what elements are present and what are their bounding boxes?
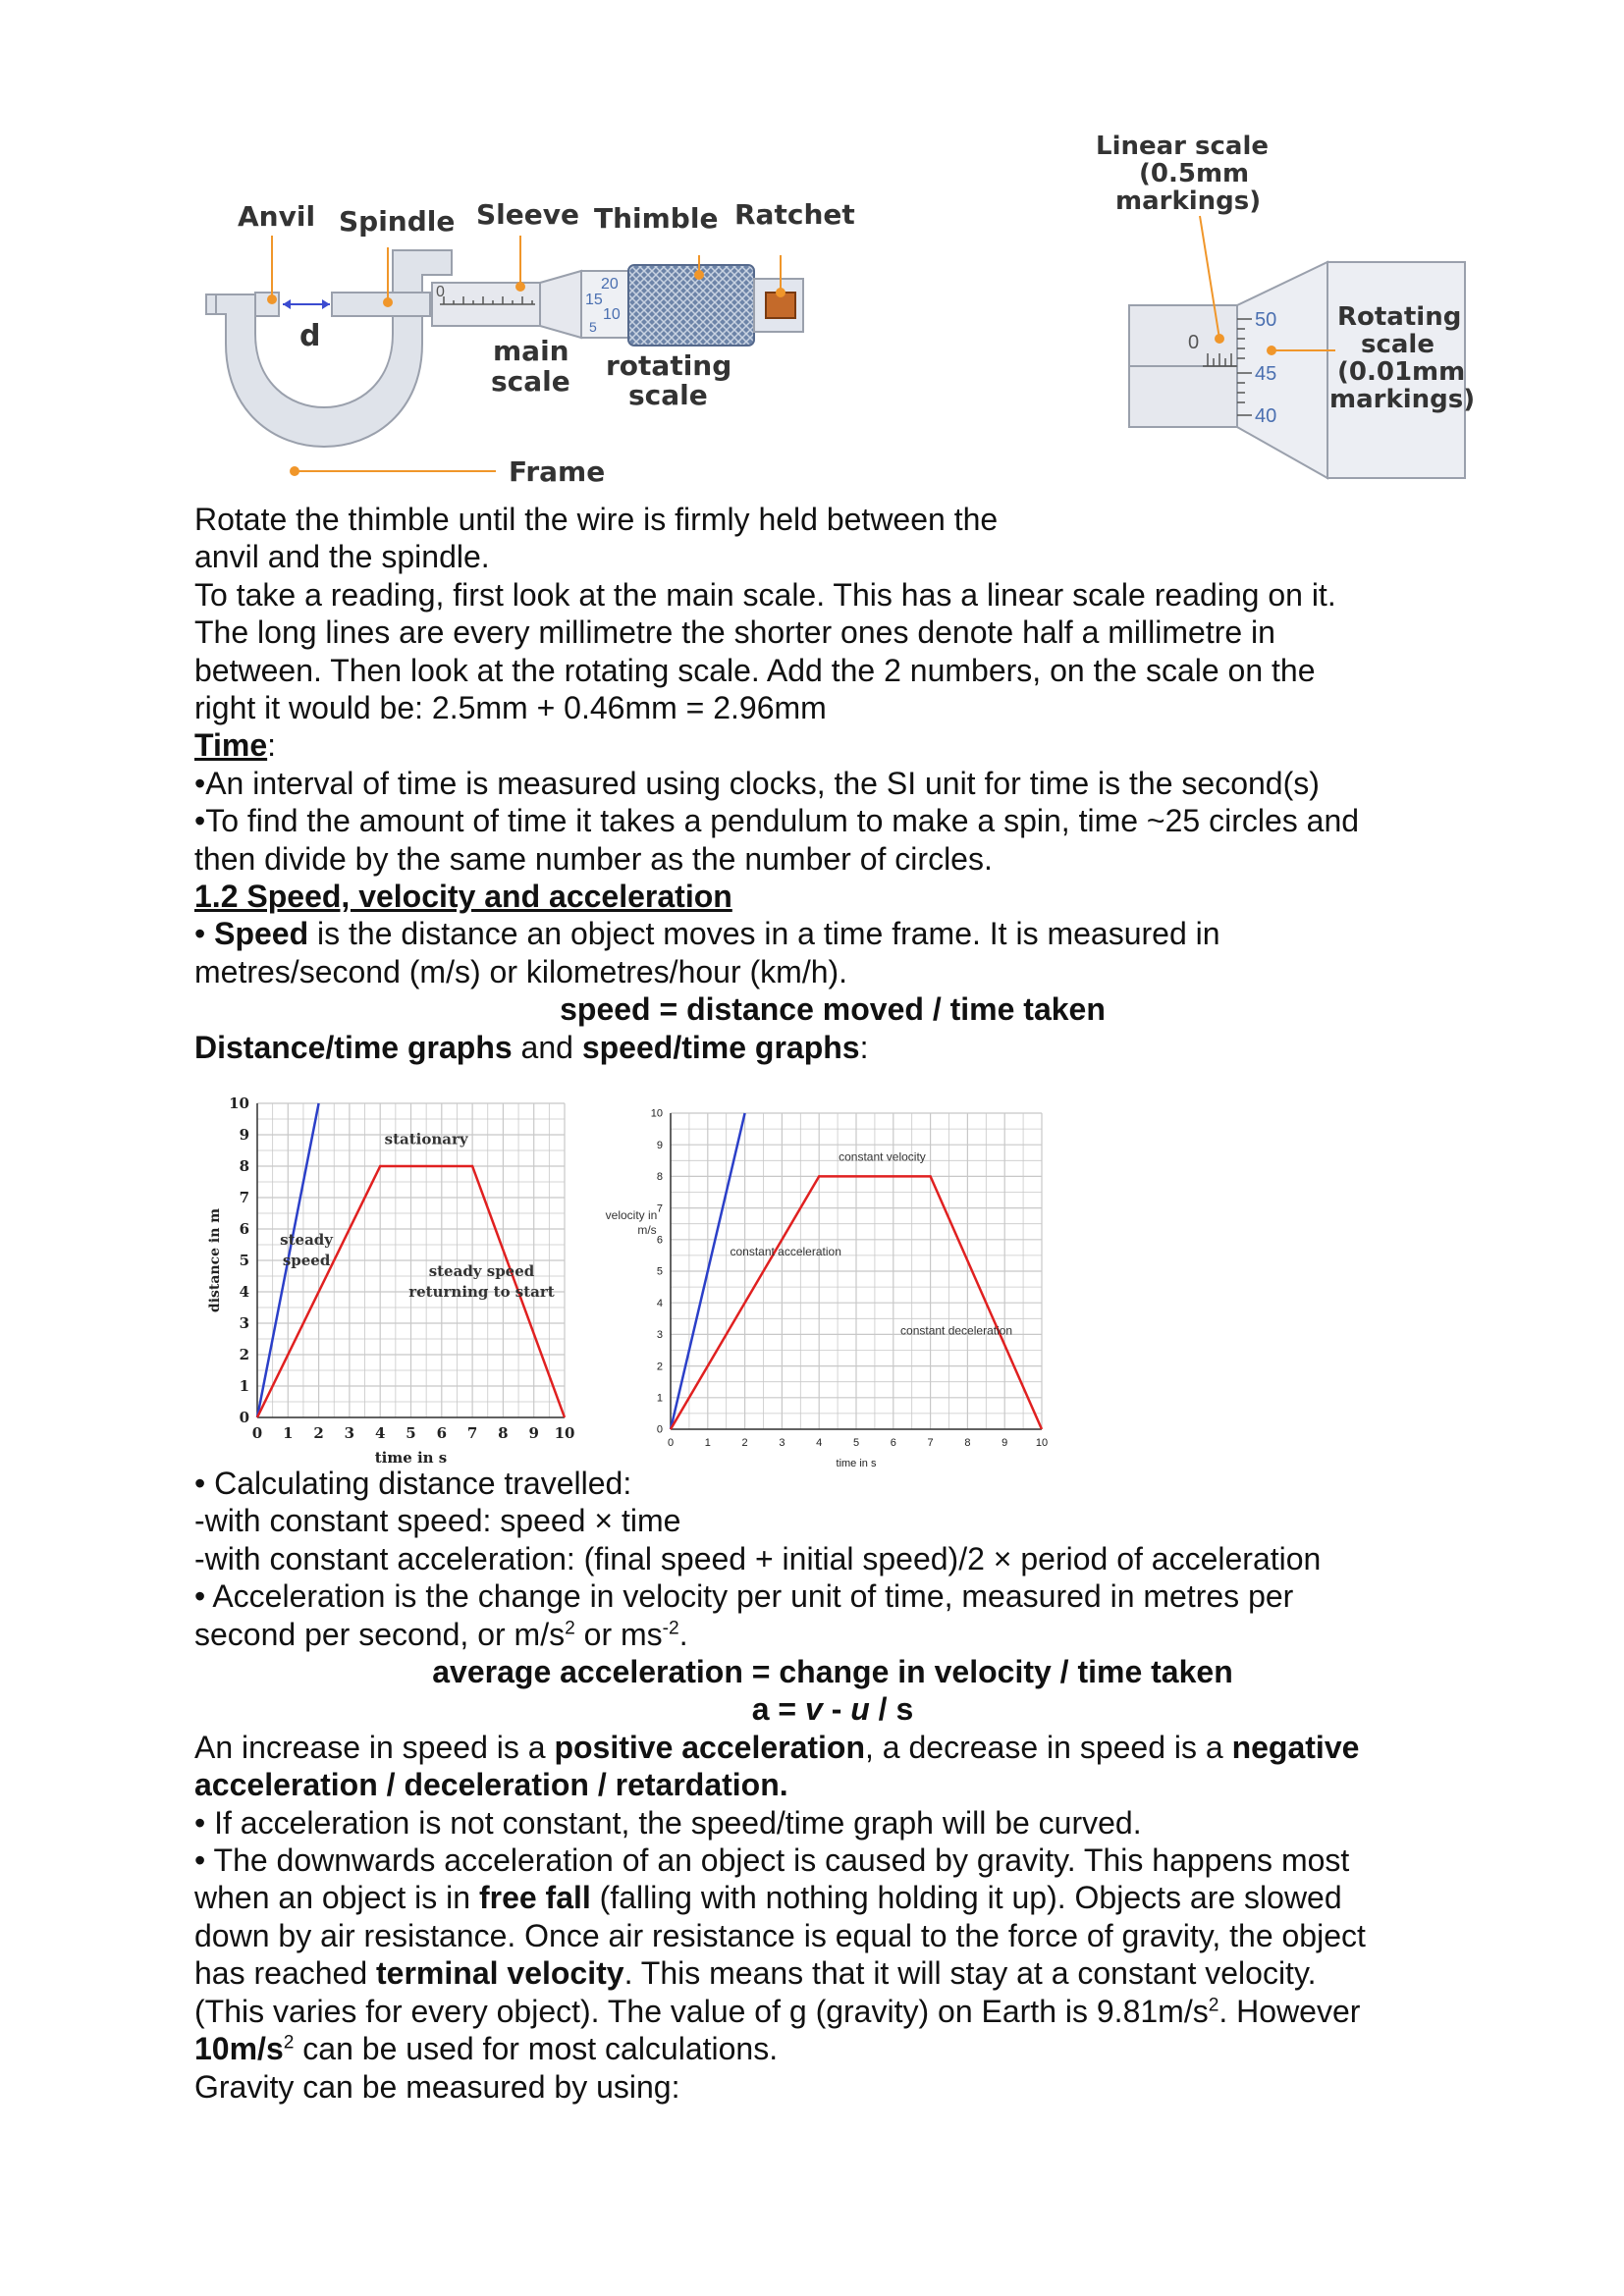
speed-rest: is the distance an object moves in a time frame. It is measured in [308, 916, 1220, 952]
speed-formula [194, 990, 1471, 1028]
y-tick-label: 4 [656, 1297, 663, 1309]
y-tick-label: 9 [239, 1126, 249, 1144]
acc-formula-text: average acceleration = change in velocity / time taken [432, 1654, 1233, 1690]
label-spindle: Spindle [339, 205, 456, 238]
label-thimble: Thimble [594, 202, 719, 235]
curve-line: • If acceleration is not constant, the speed/time graph will be curved. [194, 1804, 1142, 1841]
zoom-linear-2: (0.5mm [1139, 159, 1250, 188]
section-heading-line [194, 878, 1471, 915]
x-tick-label: 7 [927, 1437, 934, 1449]
chart-annotation: returning to start [408, 1282, 555, 1301]
chart-annotation: steady [280, 1231, 334, 1249]
y-tick-label: 6 [239, 1220, 249, 1238]
spindle-rod [332, 293, 430, 316]
chart-annotation: stationary [384, 1130, 468, 1148]
time-heading: Time [194, 727, 268, 764]
x-tick-label: 6 [890, 1437, 896, 1449]
graphs-and: and [512, 1029, 582, 1065]
gap-arrow-head-left [283, 299, 291, 309]
zoom-linear-3: markings) [1115, 187, 1262, 216]
y-tick-label: 5 [656, 1265, 663, 1278]
g2-rest: (falling with nothing holding it up). Objects are slowed [590, 1880, 1342, 1916]
label-d: d [299, 319, 321, 353]
speed-line-1 [194, 915, 1471, 952]
micrometer-diagram [196, 177, 943, 510]
calc-line-1: • Calculating distance travelled: [194, 1466, 632, 1501]
label-main-scale-2: scale [491, 365, 570, 398]
acc-f2-mid: - [822, 1691, 851, 1728]
zoom-tick-40: 40 [1255, 405, 1277, 427]
y-tick-label: 5 [239, 1252, 249, 1269]
chart-annotation: constant acceleration [730, 1244, 841, 1258]
inc-line-2 [194, 1766, 1471, 1803]
y-tick-label: 3 [656, 1329, 663, 1342]
speed-line-2: metres/second (m/s) or kilometres/hour (km/h). [194, 953, 848, 989]
y-tick-label: 8 [239, 1157, 249, 1175]
para-reading-3: between. Then look at the rotating scale. Add the 2 numbers, on the scale on the [194, 652, 1316, 688]
zoom-tick-50: 50 [1255, 309, 1277, 331]
y-tick-label: 10 [229, 1095, 249, 1112]
thimble-num-20: 20 [601, 276, 619, 293]
x-tick-label: 3 [344, 1424, 355, 1442]
time-bullet-2b: then divide by the same number as the number of circles. [194, 840, 993, 877]
chart-annotation: speed [282, 1251, 331, 1269]
chart-annotation: constant velocity [839, 1149, 926, 1164]
label-anvil: Anvil [238, 200, 316, 233]
x-tick-label: 0 [667, 1437, 675, 1449]
chart-annotation: constant deceleration [900, 1323, 1013, 1338]
thimble-num-15: 15 [585, 292, 603, 308]
gravity-line-7: Gravity can be measured by using: [194, 2068, 680, 2105]
acc2-pre: second per second, or m/s [194, 1616, 566, 1652]
main-scale-zero: 0 [436, 284, 445, 300]
thimble-num-5: 5 [589, 319, 597, 335]
thimble-knurl [628, 265, 754, 346]
y-tick-label: 0 [239, 1409, 249, 1426]
time-colon: : [267, 727, 276, 764]
micrometer-frame [214, 250, 452, 447]
gravity-line-5 [194, 1993, 1471, 2030]
inc-bold2: negative [1231, 1729, 1360, 1765]
zoom-scale-diagram [1090, 123, 1483, 486]
g4-bold: terminal velocity [376, 1955, 624, 1992]
g4-pre: has reached [194, 1955, 377, 1992]
g5-sup: 2 [1208, 1995, 1219, 2016]
g6-sup: 2 [283, 2032, 295, 2054]
time-bullet-2a: •To find the amount of time it takes a pendulum to make a spin, time ~25 circles and [194, 803, 1360, 839]
thimble-num-10: 10 [603, 306, 621, 323]
y-tick-label: 0 [656, 1423, 663, 1436]
x-tick-label: 7 [466, 1424, 478, 1442]
zoom-rot-3: (0.01mm [1337, 357, 1466, 387]
speed-formula-text: speed = distance moved / time taken [560, 991, 1106, 1028]
zoom-zero: 0 [1188, 332, 1200, 353]
g6-rest: can be used for most calculations. [294, 2031, 779, 2067]
x-tick-label: 5 [852, 1437, 860, 1449]
calc-line-3: -with constant acceleration: (final speed + initial speed)/2 × period of acceleration [194, 1540, 1322, 1576]
acc-formula [194, 1653, 1471, 1690]
x-axis-title: time in s [374, 1449, 448, 1467]
y-tick-label: 2 [656, 1361, 663, 1373]
y-tick-label: 4 [239, 1283, 249, 1301]
g4-rest: . This means that it will stay at a constant velocity. [623, 1955, 1317, 1992]
inc-line-1 [194, 1729, 1471, 1766]
acc2-end: . [678, 1616, 688, 1652]
speed-bullet: • [194, 916, 215, 952]
graphs-bold-1: Distance/time graphs [194, 1029, 513, 1065]
graphs-line [194, 1029, 1471, 1066]
acc-f2-pre: a = [751, 1691, 805, 1728]
zoom-rot-1: Rotating [1337, 302, 1462, 332]
x-tick-label: 2 [313, 1424, 324, 1442]
label-rotating-1: rotating [606, 349, 732, 382]
inc-line2-text: acceleration / deceleration / retardation. [194, 1767, 788, 1803]
para-reading-1: To take a reading, first look at the main scale. This has a linear scale reading on it. [194, 576, 1336, 613]
g5-rest: . However [1218, 1993, 1361, 2029]
y-tick-label: 8 [656, 1171, 663, 1184]
y-tick-label: 1 [656, 1392, 663, 1405]
calc-line-2: -with constant speed: speed × time [194, 1503, 681, 1539]
g2-bold: free fall [478, 1880, 591, 1916]
para-rotate-1: Rotate the thimble until the wire is firmly held between the [194, 502, 999, 537]
acc2-sup: 2 [565, 1617, 575, 1638]
x-tick-label: 8 [498, 1424, 509, 1442]
zoom-linear-1: Linear scale [1096, 132, 1270, 161]
x-tick-label: 1 [283, 1424, 294, 1442]
g5-pre: (This varies for every object). The value of g (gravity) on Earth is 9.81m/s [194, 1993, 1209, 2029]
x-tick-label: 9 [1001, 1437, 1008, 1449]
gap-arrow-head-right [322, 299, 330, 309]
x-axis-title: time in s [836, 1458, 877, 1469]
y-tick-label: 1 [239, 1377, 249, 1395]
x-tick-label: 4 [816, 1437, 823, 1449]
x-tick-label: 3 [779, 1437, 785, 1449]
x-tick-label: 10 [1035, 1437, 1049, 1449]
y-axis-title-2: m/s [637, 1223, 657, 1237]
body-text-bottom [194, 1465, 1471, 2106]
speed-bold: Speed [214, 916, 309, 952]
x-tick-label: 4 [374, 1424, 386, 1442]
para-rotate-2: anvil and the spindle. [194, 539, 490, 575]
label-frame: Frame [509, 455, 606, 488]
y-tick-label: 7 [656, 1202, 663, 1215]
gravity-line-1: • The downwards acceleration of an object is caused by gravity. This happens most [194, 1842, 1350, 1879]
velocity-time-graph [594, 1101, 1065, 1479]
para-reading-2: The long lines are every millimetre the shorter ones denote half a millimetre in [194, 614, 1275, 651]
y-tick-label: 3 [239, 1314, 249, 1332]
gravity-line-2 [194, 1879, 1471, 1916]
zoom-rot-2: scale [1361, 330, 1435, 359]
acc2-sup2: -2 [662, 1617, 679, 1638]
acc-f2-v: v [805, 1691, 823, 1728]
y-axis-title: distance in m [207, 1207, 223, 1313]
graphs-bold-2: speed/time graphs [581, 1029, 860, 1065]
thimble-cone [540, 271, 581, 338]
gravity-line-4 [194, 1954, 1471, 1992]
label-rotating-2: scale [628, 379, 708, 411]
inc-pre: An increase in speed is a [194, 1729, 555, 1765]
x-tick-label: 0 [251, 1424, 263, 1442]
acc-line-1: • Acceleration is the change in velocity per unit of time, measured in metres per [194, 1578, 1294, 1615]
section-heading: 1.2 Speed, velocity and acceleration [194, 879, 732, 915]
time-bullet-1: •An interval of time is measured using clocks, the SI unit for time is the second(s) [194, 765, 1320, 801]
body-text-top [194, 501, 1471, 1066]
label-ratchet: Ratchet [734, 198, 855, 231]
label-sleeve: Sleeve [476, 198, 579, 231]
y-tick-label: 7 [239, 1189, 249, 1206]
inc-mid: , a decrease in speed is a [865, 1729, 1232, 1765]
x-tick-label: 5 [406, 1424, 416, 1442]
acc-formula-2 [194, 1690, 1471, 1728]
inc-bold: positive acceleration [554, 1729, 866, 1765]
gravity-line-6 [194, 2030, 1471, 2067]
x-tick-label: 9 [528, 1424, 539, 1442]
x-tick-label: 2 [741, 1437, 748, 1449]
gravity-line-3: down by air resistance. Once air resistance is equal to the force of gravity, the object [194, 1917, 1366, 1953]
distance-time-graph [201, 1092, 594, 1479]
y-axis-title-1: velocity in [605, 1208, 658, 1222]
x-tick-label: 10 [554, 1424, 575, 1442]
y-tick-label: 2 [239, 1346, 249, 1363]
zoom-linear-ticks [1203, 353, 1237, 366]
y-tick-label: 9 [656, 1139, 663, 1151]
graphs-colon: : [859, 1029, 869, 1065]
x-tick-label: 1 [704, 1437, 711, 1449]
g2-pre: when an object is in [194, 1880, 479, 1916]
frame-left-cap [206, 294, 216, 314]
label-main-scale-1: main [493, 335, 569, 367]
y-tick-label: 10 [650, 1107, 663, 1120]
acc-f2-u: u [850, 1691, 870, 1728]
zoom-tick-45: 45 [1255, 363, 1277, 385]
zoom-thimble-cone [1237, 262, 1327, 478]
zoom-rot-4: markings) [1329, 385, 1476, 414]
x-tick-label: 6 [436, 1424, 448, 1442]
x-tick-label: 8 [964, 1437, 971, 1449]
g6-bold: 10m/s [194, 2031, 284, 2067]
chart-annotation: steady speed [428, 1262, 535, 1280]
acc2-mid: or ms [574, 1616, 663, 1652]
acc-line-2 [194, 1616, 1471, 1653]
y-tick-label: 6 [656, 1234, 663, 1247]
time-heading-line [194, 726, 1471, 764]
para-reading-4: right it would be: 2.5mm + 0.46mm = 2.96mm [194, 690, 827, 726]
acc-f2-end: / s [869, 1691, 914, 1728]
